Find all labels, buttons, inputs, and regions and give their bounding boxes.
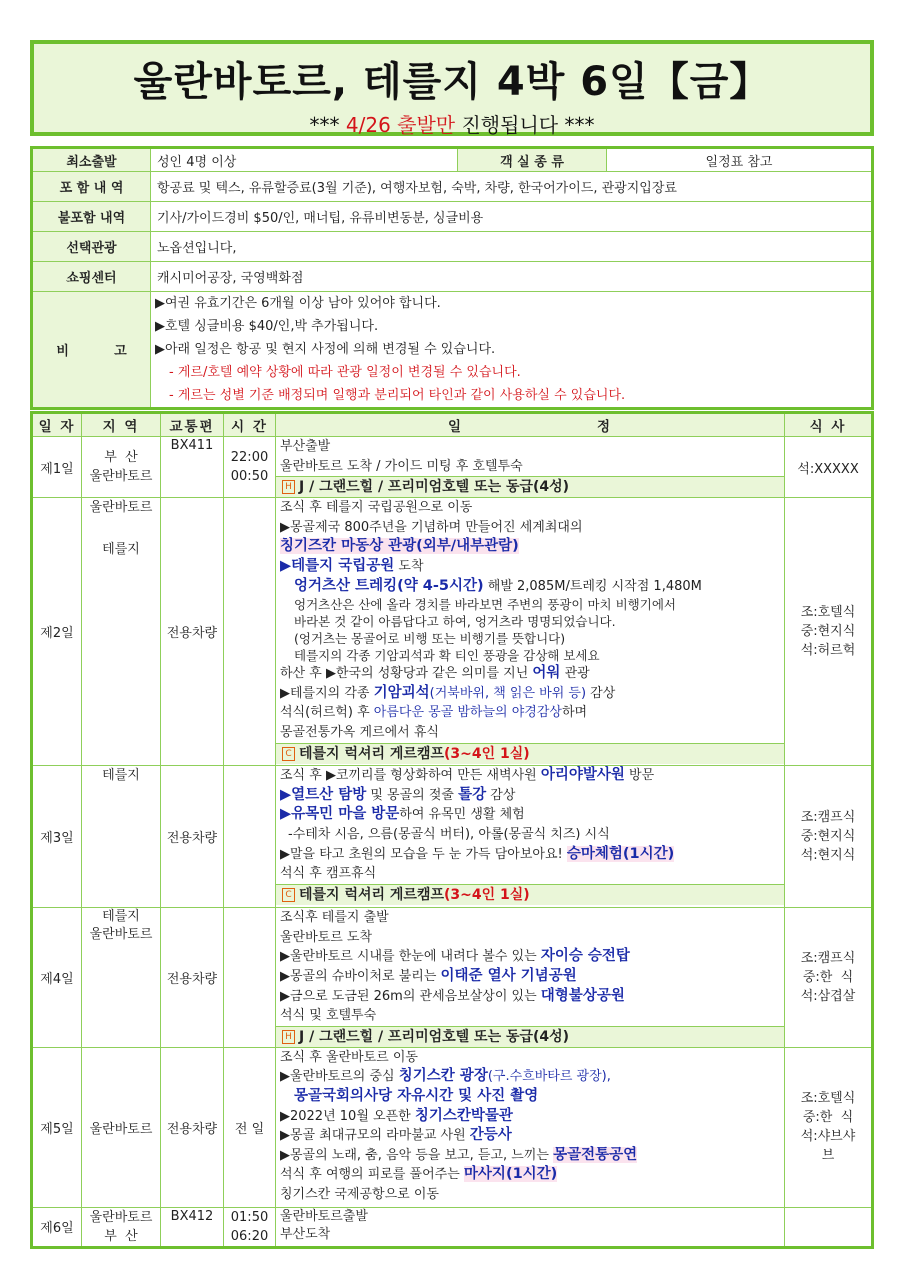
city: 울란바토르 <box>89 927 153 943</box>
highlight-text: 마사지(1시간) <box>463 1166 558 1183</box>
meal: 중:현지식 <box>800 624 856 640</box>
highlight-text: 몽골국회의사당 자유시간 및 사진 촬영 <box>294 1087 539 1104</box>
itinerary-line: 엉거츠산은 산에 올라 경치를 바라보면 주변의 풍광이 마치 비행기에서 <box>294 597 676 613</box>
city: 부 산 <box>104 1228 138 1244</box>
room-label: 객 실 종 류 <box>458 148 607 172</box>
note-line: ▶호텔 싱글비용 $40/인,박 추가됩니다. <box>155 319 379 334</box>
itinerary-line: 석식 및 호텔투숙 <box>280 1008 377 1024</box>
meal: 조:캠프식 <box>800 950 856 966</box>
highlight-text: 칭기즈칸 마동상 관광(외부/내부관람) <box>280 538 519 555</box>
itinerary-text: (거북바위, 책 읽은 바위 등) <box>429 685 587 701</box>
itinerary-cell <box>276 908 785 1048</box>
meal: 중:현지식 <box>800 829 856 845</box>
region-cell <box>82 437 161 498</box>
itinerary-cell <box>276 766 785 908</box>
highlight-text: 어워 <box>532 665 561 682</box>
itinerary-text: 조식 후 ▶코끼리를 형상화하여 만든 새벽사원 <box>280 768 541 784</box>
itinerary-cell <box>276 498 785 766</box>
day-label: 제6일 <box>32 1207 82 1247</box>
highlight-text: ▶열트산 탐방 <box>280 786 367 803</box>
itinerary-line: 칭기스칸 국제공항으로 이동 <box>280 1186 439 1202</box>
itinerary-text: (구.수흐바타르 광장), <box>487 1069 611 1085</box>
itinerary-cell <box>276 437 785 498</box>
highlight-text: 간등사 <box>469 1127 512 1144</box>
header-itinerary: 일 정 <box>276 413 785 437</box>
region-cell: 테를지 <box>82 766 161 908</box>
info-table <box>30 146 874 410</box>
highlight-text: 몽골전통공연 <box>553 1146 638 1163</box>
hotel-bar <box>276 884 784 905</box>
region-cell: 울란바토르 <box>82 1047 161 1207</box>
room-note: (3~4인 1실) <box>444 886 530 903</box>
note-line-warning: - 게르는 성별 기준 배정되며 일행과 분리되어 타인과 같이 사용하실 수 있습니다. <box>169 388 626 403</box>
itinerary-text: ▶몽골 최대규모의 라마불교 사원 <box>280 1128 470 1144</box>
day-row <box>32 1047 873 1207</box>
option-label: 선택관광 <box>32 232 151 262</box>
header-region: 지 역 <box>82 413 161 437</box>
highlight-text: 이태준 열사 기념공원 <box>440 967 577 984</box>
day-label: 제2일 <box>32 498 82 766</box>
room-note: (3~4인 1실) <box>444 745 530 762</box>
meal: 브 <box>821 1148 835 1164</box>
city: 울란바토르 <box>89 500 153 516</box>
day-row <box>32 498 873 766</box>
hotel-name: 테를지 럭셔리 게르캠프 <box>299 886 444 903</box>
meal: 조:호텔식 <box>800 605 856 621</box>
city: 테를지 <box>102 909 140 925</box>
shop-value: 캐시미어공장, 국영백화점 <box>151 262 873 292</box>
highlight-text: 칭기스칸박물관 <box>414 1107 513 1124</box>
header-time: 시 간 <box>224 413 276 437</box>
itinerary-line: 조식후 테를지 출발 <box>280 910 389 926</box>
transport-cell: BX411 <box>161 437 224 498</box>
transport-cell: 전용차량 <box>161 1047 224 1207</box>
hotel-name: J / 그랜드힐 / 프리미엄호텔 또는 동급(4성) <box>299 1028 570 1045</box>
departure-notice <box>34 109 870 138</box>
region-cell <box>82 1207 161 1247</box>
highlight-text: 칭기스칸 광장 <box>398 1068 488 1085</box>
meal: 조:캠프식 <box>800 810 856 826</box>
meal-cell: 석:XXXXX <box>785 437 873 498</box>
itinerary-line: 조식 후 테를지 국립공원으로 이동 <box>280 500 473 516</box>
day-label: 제4일 <box>32 908 82 1048</box>
itinerary-text: ▶금으로 도금된 26m의 관세음보살상이 있는 <box>280 988 541 1004</box>
itinerary-text: ▶말을 타고 초원의 모습을 두 눈 가득 담아보아요! <box>280 846 567 862</box>
itinerary-text: 석식(허르헉) 후 <box>280 705 374 721</box>
exclude-label: 불포함 내역 <box>32 202 151 232</box>
departure-date: 4/26 출발만 <box>345 113 456 137</box>
day-label: 제3일 <box>32 766 82 908</box>
itinerary-text: 하산 후 ▶한국의 성황당과 같은 의미를 지닌 <box>280 666 533 682</box>
transport-cell: 전용차량 <box>161 908 224 1048</box>
itinerary-text: ▶울란바토르 시내를 한눈에 내려다 볼수 있는 <box>280 949 541 965</box>
meal-cell <box>785 908 873 1048</box>
meal: 석:샤브샤 <box>800 1129 856 1145</box>
highlight-text: 톨강 <box>458 786 487 803</box>
itinerary-line: ▶몽골제국 800주년을 기념하며 만들어진 세계최대의 <box>280 519 583 535</box>
day-row <box>32 766 873 908</box>
itinerary-line: 석식 후 캠프휴식 <box>280 866 377 882</box>
itinerary-text: 하여 유목민 생활 체험 <box>399 807 525 823</box>
itinerary-text: 하며 <box>561 705 588 721</box>
note-line: ▶아래 일정은 항공 및 현지 사정에 의해 변경될 수 있습니다. <box>155 342 496 357</box>
notes-cell <box>151 292 873 409</box>
itinerary-text: ▶울란바토르의 중심 <box>280 1069 399 1085</box>
header-meal: 식 사 <box>785 413 873 437</box>
itinerary-line: 테를지의 각종 기암괴석과 확 티인 풍광을 감상해 보세요 <box>294 648 600 664</box>
transport-cell: BX412 <box>161 1207 224 1247</box>
meal: 석:허르헉 <box>800 643 856 659</box>
header-day: 일 자 <box>32 413 82 437</box>
day-row <box>32 437 873 498</box>
itinerary-line: 부산출발 <box>280 439 331 454</box>
itinerary-line: 부산도착 <box>280 1226 331 1242</box>
min-label: 최소출발 <box>32 148 151 172</box>
meal-cell <box>785 766 873 908</box>
itinerary-text: ▶몽골의 노래, 춤, 음악 등을 보고, 듣고, 느끼는 <box>280 1147 554 1163</box>
title-box <box>30 40 874 136</box>
itinerary-text: 감상 <box>586 685 616 701</box>
meal: 중:한 식 <box>802 1110 854 1126</box>
highlight-text: 엉거츠산 트레킹(약 4-5시간) <box>294 577 484 594</box>
schedule-table <box>30 411 874 1249</box>
exclude-value: 기사/가이드경비 $50/인, 매너팁, 유류비변동분, 싱글비용 <box>151 202 873 232</box>
time-cell <box>224 1207 276 1247</box>
itinerary-text: 감상 <box>486 787 516 803</box>
highlight-text: 아름다운 몽골 밤하늘의 야경감상 <box>373 705 562 721</box>
highlight-text: ▶테를지 국립공원 <box>280 557 395 574</box>
hotel-name: 테를지 럭셔리 게르캠프 <box>299 745 444 762</box>
time-cell <box>224 437 276 498</box>
city: 울란바토르 <box>89 469 153 485</box>
meal-cell <box>785 1047 873 1207</box>
notice-suffix: 진행됩니다 *** <box>455 113 595 137</box>
city: 부 산 <box>104 450 138 466</box>
region-cell <box>82 908 161 1048</box>
itinerary-line: 울란바토르 도착 <box>280 929 373 945</box>
region-cell <box>82 498 161 766</box>
time: 06:20 <box>230 1228 269 1244</box>
day-label: 제1일 <box>32 437 82 498</box>
option-value: 노옵션입니다, <box>151 232 873 262</box>
meal: 석:삼겹살 <box>800 988 856 1004</box>
itinerary-line: 울란바토르출발 <box>280 1208 368 1224</box>
time-cell: 전 일 <box>224 1047 276 1207</box>
hotel-icon: H <box>282 480 295 494</box>
city: 울란바토르 <box>89 1209 153 1225</box>
meal-cell <box>785 1207 873 1247</box>
itinerary-text: ▶테를지의 각종 <box>280 685 374 701</box>
meal-cell <box>785 498 873 766</box>
hotel-bar <box>276 1026 784 1047</box>
time: 01:50 <box>230 1209 269 1225</box>
min-value: 성인 4명 이상 <box>151 148 458 172</box>
meal: 석:현지식 <box>800 848 856 864</box>
itinerary-text: 관광 <box>560 666 590 682</box>
itinerary-line: (엉거츠는 몽골어로 비행 또는 비행기를 뜻합니다) <box>294 631 566 647</box>
itinerary-text: 도착 <box>394 558 424 574</box>
page-title: 울란바토르, 테를지 4박 6일【금】 <box>133 59 771 105</box>
itinerary-line: 조식 후 울란바토르 이동 <box>280 1049 418 1065</box>
itinerary-text: ▶몽골의 슈바이처로 불리는 <box>280 968 441 984</box>
highlight-text: 승마체험(1시간) <box>566 845 675 862</box>
highlight-text: ▶유목민 마을 방문 <box>280 806 400 823</box>
header-transport: 교통편 <box>161 413 224 437</box>
note-label: 비 고 <box>32 292 151 409</box>
itinerary-cell <box>276 1207 785 1247</box>
day-row <box>32 908 873 1048</box>
camp-icon: C <box>282 888 295 902</box>
hotel-bar <box>276 476 784 497</box>
meal: 조:호텔식 <box>800 1091 856 1107</box>
itinerary-cell <box>276 1047 785 1207</box>
time: 22:00 <box>230 450 269 466</box>
room-value: 일정표 참고 <box>607 148 873 172</box>
highlight-text: 기암괴석 <box>373 684 430 701</box>
itinerary-text: 방문 <box>624 768 655 784</box>
notice-prefix: *** <box>309 113 346 137</box>
itinerary-text: 및 몽골의 젖줄 <box>366 787 459 803</box>
highlight-text: 자이승 승전탑 <box>540 948 630 965</box>
camp-icon: C <box>282 747 295 761</box>
meal: 중:한 식 <box>802 969 854 985</box>
itinerary-line: 몽골전통가옥 게르에서 휴식 <box>280 724 439 740</box>
time-cell <box>224 908 276 1048</box>
city: 테를지 <box>102 542 140 558</box>
transport-cell: 전용차량 <box>161 766 224 908</box>
transport-cell: 전용차량 <box>161 498 224 766</box>
include-label: 포 함 내 역 <box>32 172 151 202</box>
time-cell <box>224 498 276 766</box>
itinerary-line: 울란바토르 도착 / 가이드 미팅 후 호텔투숙 <box>280 458 523 474</box>
itinerary-line: -수테차 시음, 으름(몽골식 버터), 아롤(몽골식 치즈) 시식 <box>288 826 610 842</box>
time: 00:50 <box>230 469 269 485</box>
itinerary-text: 해발 2,085M/트레킹 시작점 1,480M <box>483 578 702 594</box>
note-line-warning: - 게르/호텔 예약 상황에 따라 관광 일정이 변경될 수 있습니다. <box>169 365 521 380</box>
hotel-icon: H <box>282 1030 295 1044</box>
include-value: 항공료 및 텍스, 유류할증료(3월 기준), 여행자보험, 숙박, 차량, 한국어가이드, 관광지입장료 <box>151 172 873 202</box>
highlight-text: 아리야발사원 <box>540 767 625 784</box>
note-line: ▶여권 유효기간은 6개월 이상 남아 있어야 합니다. <box>155 296 441 311</box>
hotel-bar <box>276 743 784 764</box>
hotel-name: J / 그랜드힐 / 프리미엄호텔 또는 동급(4성) <box>299 479 570 496</box>
shop-label: 쇼핑센터 <box>32 262 151 292</box>
time-cell <box>224 766 276 908</box>
itinerary-line: 바라본 것 같이 아름답다고 하여, 엉거츠라 명명되었습니다. <box>294 614 616 630</box>
highlight-text: 대형불상공원 <box>540 987 625 1004</box>
day-label: 제5일 <box>32 1047 82 1207</box>
itinerary-text: ▶2022년 10월 오픈한 <box>280 1108 415 1124</box>
itinerary-text: 석식 후 여행의 피로를 풀어주는 <box>280 1167 464 1183</box>
day-row <box>32 1207 873 1247</box>
